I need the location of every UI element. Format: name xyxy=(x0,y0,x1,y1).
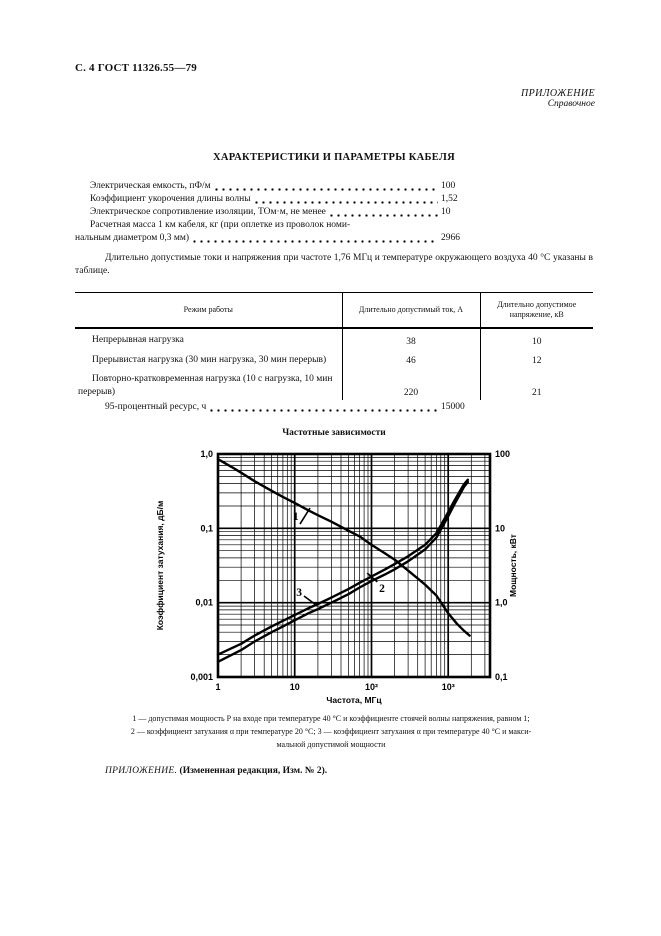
spec-value: 10 xyxy=(441,207,451,217)
revision-note-text: (Измененная редакция, Изм. № 2). xyxy=(179,766,328,776)
table-row xyxy=(75,349,593,369)
dotted-leader xyxy=(255,200,438,204)
svg-text:0,01: 0,01 xyxy=(195,597,213,608)
svg-text:10³: 10³ xyxy=(441,682,455,692)
revision-note-annex: ПРИЛОЖЕНИЕ. xyxy=(105,766,178,776)
spec-item xyxy=(75,180,475,193)
col-header-voltage: Длительно допустимое напряжение, кВ xyxy=(480,293,593,329)
cell-current: 46 xyxy=(342,349,480,369)
dotted-leader xyxy=(193,239,438,243)
svg-text:Частота, МГц: Частота, МГц xyxy=(326,695,382,705)
svg-text:10²: 10² xyxy=(364,682,379,692)
svg-text:Коэффициент затухания, дБ/м: Коэффициент затухания, дБ/м xyxy=(155,500,165,631)
chart-canvas xyxy=(150,446,550,708)
footnote-line: 1 — допустимая мощность Р на входе при температуре 40 °С и коэффициенте стоячей волны напряжения, равном 1; xyxy=(132,714,530,723)
spec-value: 1,52 xyxy=(441,194,458,204)
document-title: ХАРАКТЕРИСТИКИ И ПАРАМЕТРЫ КАБЕЛЯ xyxy=(213,152,455,163)
svg-text:0,001: 0,001 xyxy=(190,672,213,682)
cell-voltage: 10 xyxy=(480,328,593,349)
frequency-chart xyxy=(150,446,550,708)
annex-label: ПРИЛОЖЕНИЕ xyxy=(521,88,595,99)
svg-text:1: 1 xyxy=(215,682,221,692)
spec-label: Коэффициент укорочения длины волны xyxy=(90,194,251,204)
svg-text:10: 10 xyxy=(289,682,300,692)
annex-sublabel: Справочное xyxy=(547,99,595,109)
revision-note xyxy=(105,766,327,776)
cell-mode: Непрерывная нагрузка xyxy=(92,335,184,345)
col-header-current: Длительно допустимый ток, А xyxy=(342,293,480,329)
svg-text:3: 3 xyxy=(296,587,302,599)
spec-item xyxy=(75,232,475,245)
svg-text:2: 2 xyxy=(379,583,385,596)
spec-label: Электрическая емкость, пФ/м xyxy=(90,181,211,191)
annex-block xyxy=(521,88,595,109)
svg-text:1,0: 1,0 xyxy=(495,597,508,608)
table-header-row xyxy=(75,293,593,329)
spec-item xyxy=(75,219,475,232)
cell-current: 220 xyxy=(342,368,480,400)
spec-label: Расчетная масса 1 км кабеля, кг (при оплетке из проволок номи- xyxy=(90,220,351,230)
curve-1 xyxy=(218,459,470,635)
spec-item xyxy=(75,193,475,206)
svg-text:100: 100 xyxy=(495,449,511,459)
cell-mode: Повторно-кратковременная нагрузка (10 с нагрузка, 10 мин перерыв) xyxy=(78,374,333,397)
resource-line xyxy=(105,401,475,414)
footnote-line: мальной допустимой мощности xyxy=(276,740,386,749)
spec-label: Электрическое сопротивление изоляции, ТОм·м, не менее xyxy=(90,207,326,217)
spec-value: 100 xyxy=(441,181,456,191)
spec-item xyxy=(75,206,475,219)
footnote-line: 2 — коэффициент затухания α при температуре 20 °С; 3 — коэффициент затухания α при температуре 40 °С и макси- xyxy=(130,727,532,736)
page-header: С. 4 ГОСТ 11326.55—79 xyxy=(75,62,197,74)
svg-text:0,1: 0,1 xyxy=(200,523,213,534)
dotted-leader xyxy=(215,187,438,191)
dotted-leader xyxy=(210,408,438,412)
resource-label: 95-процентный ресурс, ч xyxy=(105,402,207,412)
cell-mode: Прерывистая нагрузка (30 мин нагрузка, 30 мин перерыв) xyxy=(92,354,327,365)
svg-text:0,1: 0,1 xyxy=(495,672,508,682)
resource-value: 15000 xyxy=(441,402,465,412)
spec-label-continued: нальным диаметром 0,3 мм) xyxy=(75,233,190,243)
dotted-leader xyxy=(330,213,438,217)
load-modes-table xyxy=(75,292,593,400)
chart-title: Частотные зависимости xyxy=(282,428,386,438)
col-header-mode: Режим работы xyxy=(75,293,342,329)
chart-footnote xyxy=(70,712,592,751)
svg-text:1,0: 1,0 xyxy=(200,449,213,459)
table-row xyxy=(75,328,593,349)
intro-paragraph: Длительно допустимые токи и напряжения при частоте 1,76 МГц и температуре окружающего воздуха 40 °С указаны в таблице. xyxy=(75,253,593,276)
svg-text:Мощность, кВт: Мощность, кВт xyxy=(508,534,518,597)
cell-current: 38 xyxy=(342,328,480,349)
svg-text:10: 10 xyxy=(495,523,506,534)
spec-value: 2966 xyxy=(441,233,460,243)
table-row xyxy=(75,368,593,400)
spec-list xyxy=(75,180,475,245)
cell-voltage: 21 xyxy=(480,368,593,400)
svg-text:1: 1 xyxy=(292,510,299,523)
cell-voltage: 12 xyxy=(480,349,593,369)
